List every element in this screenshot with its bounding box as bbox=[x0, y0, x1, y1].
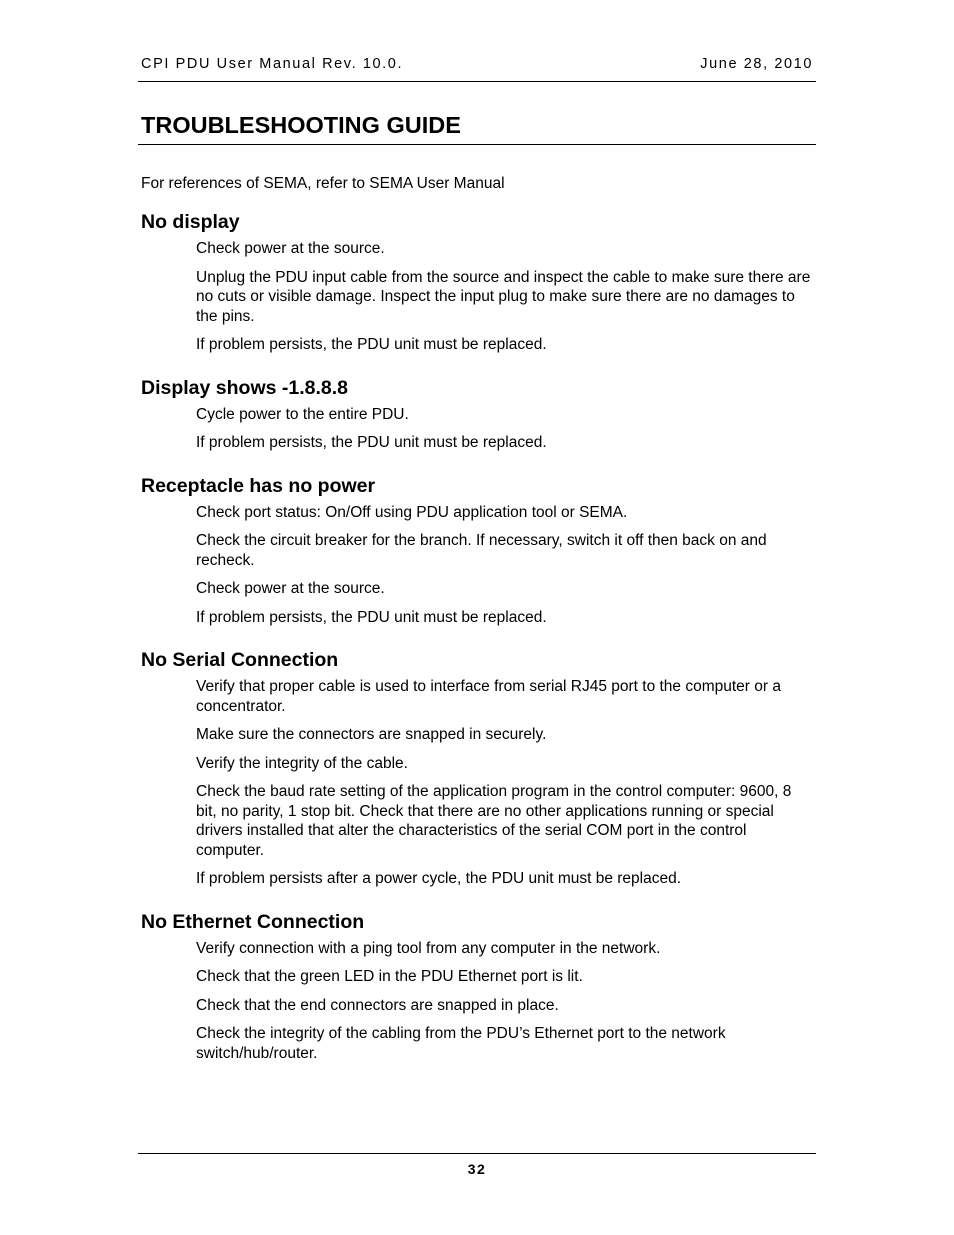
section-display-shows bbox=[141, 374, 816, 453]
paragraph: Verify connection with a ping tool from any computer in the network. bbox=[196, 939, 661, 957]
page-number: 32 bbox=[467, 1161, 487, 1177]
paragraph: Unplug the PDU input cable from the source and inspect the cable to make sure there are no cuts or visible damage. Inspect the input plug to make sure there are no damages to the pins. bbox=[196, 268, 811, 325]
paragraph: If problem persists, the PDU unit must be replaced. bbox=[196, 434, 547, 451]
paragraph: Verify the integrity of the cable. bbox=[196, 754, 408, 772]
section-no-ethernet-connection bbox=[141, 908, 816, 1064]
paragraph: If problem persists, the PDU unit must be replaced. bbox=[196, 608, 547, 626]
section-no-serial-connection bbox=[141, 646, 816, 889]
paragraph: If problem persists, the PDU unit must be replaced. bbox=[196, 336, 547, 353]
section-heading: No Ethernet Connection bbox=[141, 910, 365, 933]
header-date: June 28, 2010 bbox=[700, 56, 813, 72]
paragraph: Check that the green LED in the PDU Ethernet port is lit. bbox=[196, 968, 583, 985]
paragraph: Check port status: On/Off using PDU application tool or SEMA. bbox=[196, 503, 628, 521]
section-heading: Display shows -1.8.8.8 bbox=[141, 376, 349, 399]
paragraph: Check the integrity of the cabling from the PDU’s Ethernet port to the network switch/hub/router. bbox=[196, 1025, 726, 1062]
page-title: TROUBLESHOOTING GUIDE bbox=[138, 110, 816, 145]
running-footer bbox=[138, 1153, 816, 1177]
section-heading: No Serial Connection bbox=[141, 649, 339, 671]
paragraph: Verify that proper cable is used to interface from serial RJ45 port to the computer or a concentrator. bbox=[196, 678, 781, 715]
section-heading: Receptacle has no power bbox=[141, 474, 376, 497]
paragraph: Check that the end connectors are snapped in place. bbox=[196, 996, 559, 1014]
content bbox=[141, 208, 816, 1082]
paragraph: Check power at the source. bbox=[196, 580, 385, 597]
paragraph: Check power at the source. bbox=[196, 240, 385, 257]
paragraph: Check the baud rate setting of the application program in the control computer: 9600, 8 bit, no parity, 1 stop bit. Check that there are no other applications running or special drivers installed that alter the characteristics of the serial COM port in the control computer. bbox=[196, 783, 792, 859]
intro-text: For references of SEMA, refer to SEMA User Manual bbox=[141, 175, 505, 192]
paragraph: Cycle power to the entire PDU. bbox=[196, 405, 409, 423]
paragraph: Check the circuit breaker for the branch. If necessary, switch it off then back on and recheck. bbox=[196, 532, 767, 569]
section-heading: No display bbox=[141, 211, 240, 233]
section-no-display bbox=[141, 208, 816, 355]
running-header bbox=[138, 55, 816, 82]
section-receptacle-no-power bbox=[141, 472, 816, 628]
header-manual-title: CPI PDU User Manual Rev. 10.0. bbox=[141, 56, 404, 72]
paragraph: If problem persists after a power cycle, the PDU unit must be replaced. bbox=[196, 870, 682, 887]
paragraph: Make sure the connectors are snapped in securely. bbox=[196, 726, 547, 743]
